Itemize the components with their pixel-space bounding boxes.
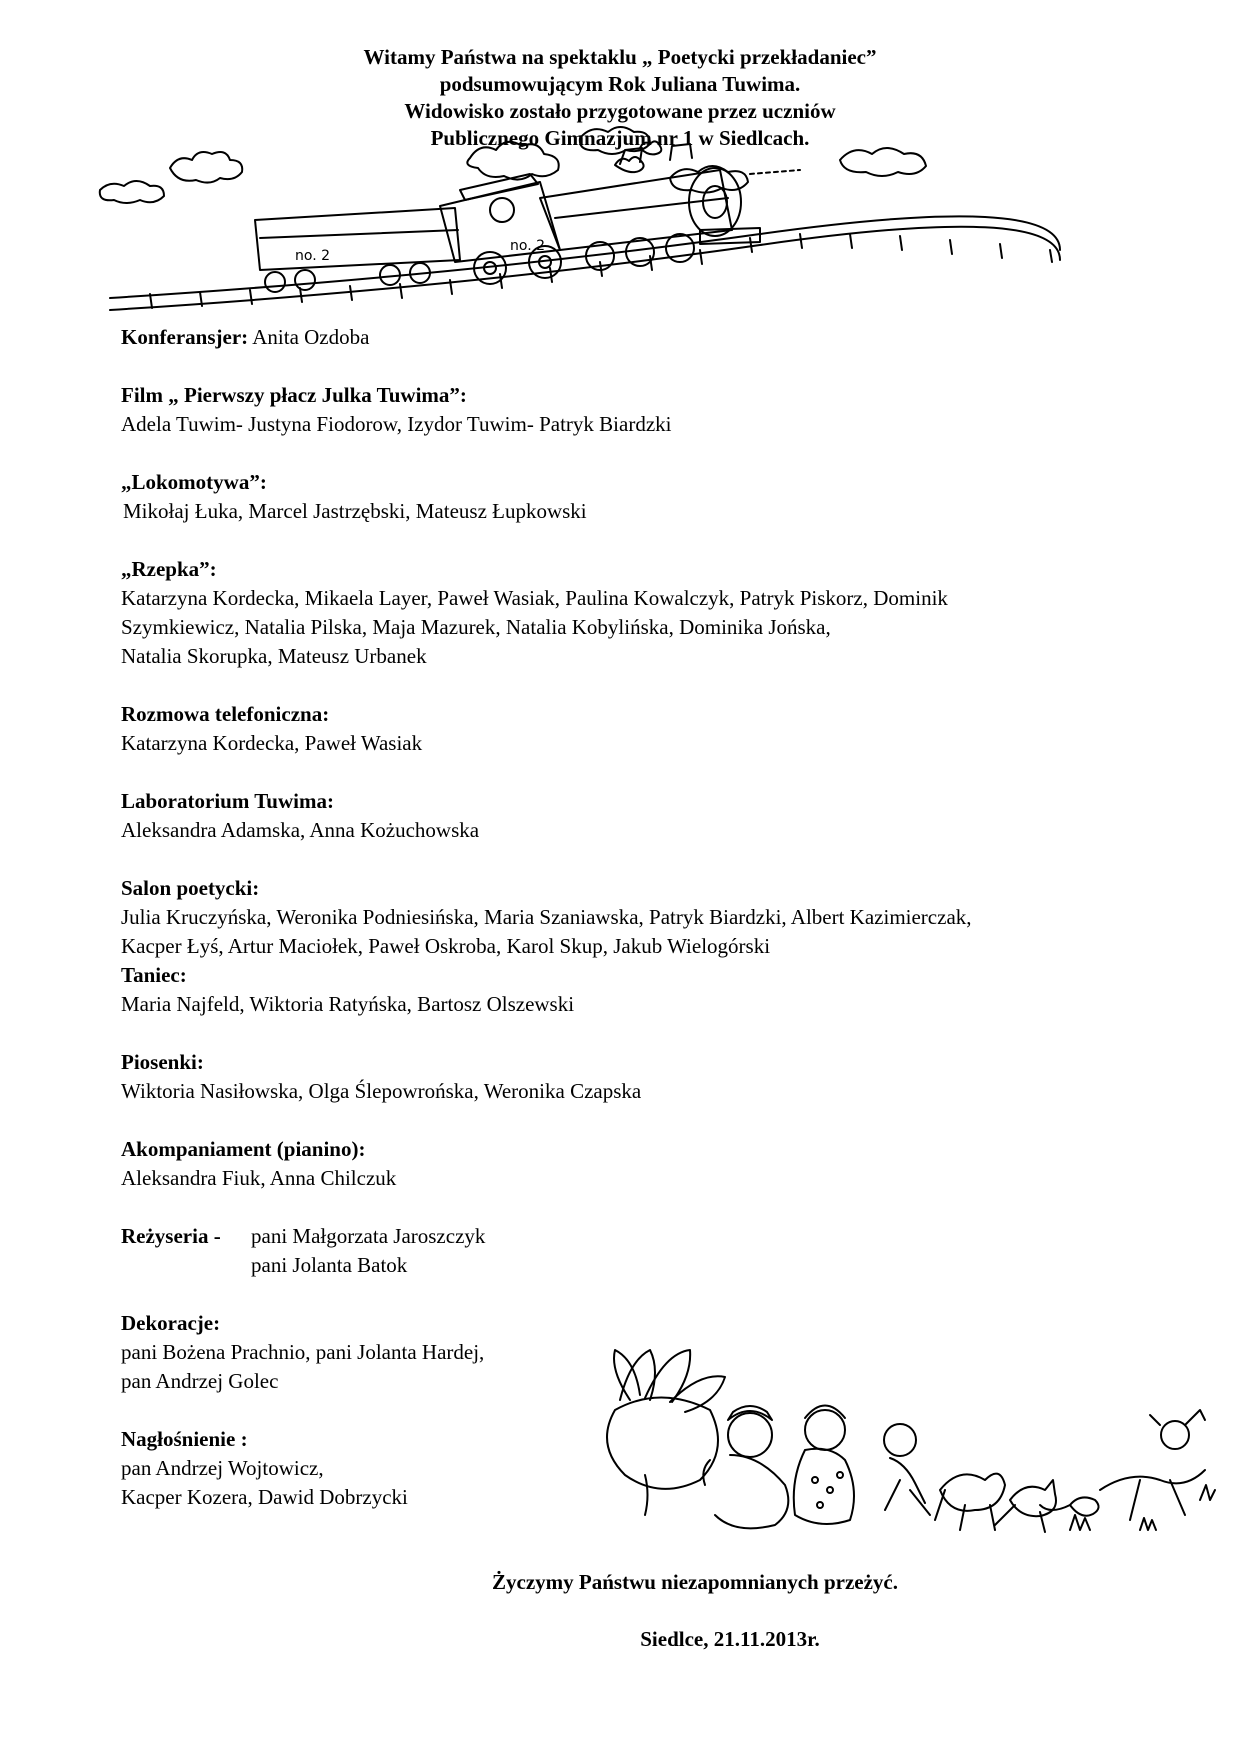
role-names: Katarzyna Kordecka, Paweł Wasiak <box>121 731 423 755</box>
role-label: Salon poetycki: <box>121 876 260 900</box>
role-label: Reżyseria - <box>121 1224 221 1248</box>
role-label: Rozmowa telefoniczna: <box>121 702 330 726</box>
header-line-2: podsumowującym Rok Juliana Tuwima. <box>439 72 801 96</box>
credit-konferansjer <box>121 323 1161 352</box>
closing-wish: Życzymy Państwu niezapomnianych przeżyć. <box>492 1570 898 1594</box>
credit-piosenki <box>121 1048 1161 1106</box>
credit-lokomotywa <box>121 468 1161 526</box>
role-names: Adela Tuwim- Justyna Fiodorow, Izydor Tuwim- Patryk Biardzki <box>121 412 672 436</box>
header-line-1: Witamy Państwa na spektaklu „ Poetycki przekładaniec” <box>363 45 877 69</box>
role-label: Taniec: <box>121 963 187 987</box>
credit-salon-poetycki <box>121 874 1161 961</box>
credit-taniec <box>121 961 1161 1019</box>
role-names: Aleksandra Fiuk, Anna Chilczuk <box>121 1166 397 1190</box>
role-label: „Lokomotywa”: <box>121 470 267 494</box>
credit-film <box>121 381 1161 439</box>
header-line-4: Publicznego Gimnazjum nr 1 w Siedlcach. <box>430 126 810 150</box>
credit-rozmowa-telefoniczna <box>121 700 1161 758</box>
role-names-line: Kacper Kozera, Dawid Dobrzycki <box>121 1485 408 1509</box>
role-label: Laboratorium Tuwima: <box>121 789 334 813</box>
locomotive-plate: no. 2 <box>510 238 545 254</box>
header-line-3: Widowisko zostało przygotowane przez uczniów <box>404 99 836 123</box>
place-date: Siedlce, 21.11.2013r. <box>640 1627 820 1651</box>
role-label: Nagłośnienie : <box>121 1427 248 1451</box>
role-names-line: Julia Kruczyńska, Weronika Podniesińska, Maria Szaniawska, Patryk Biardzki, Albert Kazimierczak, <box>121 905 972 929</box>
role-names-line: Katarzyna Kordecka, Mikaela Layer, Paweł Wasiak, Paulina Kowalczyk, Patryk Piskorz, Dominik <box>121 586 948 610</box>
role-label: Akompaniament (pianino): <box>121 1137 366 1161</box>
role-label: Piosenki: <box>121 1050 204 1074</box>
role-names-line: pani Małgorzata Jaroszczyk <box>251 1224 486 1248</box>
role-names: Aleksandra Adamska, Anna Kożuchowska <box>121 818 480 842</box>
role-names-line: Szymkiewicz, Natalia Pilska, Maja Mazurek, Natalia Kobylińska, Dominika Jońska, <box>121 615 831 639</box>
role-names-line: Kacper Łyś, Artur Maciołek, Paweł Oskroba, Karol Skup, Jakub Wielogórski <box>121 934 771 958</box>
role-names: Mikołaj Łuka, Marcel Jastrzębski, Mateusz Łupkowski <box>123 499 587 523</box>
role-names: Anita Ozdoba <box>252 325 370 349</box>
role-names-line: pan Andrzej Wojtowicz, <box>121 1456 324 1480</box>
role-label: Film „ Pierwszy płacz Julka Tuwima”: <box>121 383 467 407</box>
role-names: Wiktoria Nasiłowska, Olga Ślepowrońska, Weronika Czapska <box>121 1079 642 1103</box>
credit-rezyseria <box>121 1222 1161 1280</box>
role-names: Maria Najfeld, Wiktoria Ratyńska, Bartosz Olszewski <box>121 992 575 1016</box>
role-names-line: pani Bożena Prachnio, pani Jolanta Hardej, <box>121 1340 485 1364</box>
program-header <box>0 44 1240 152</box>
role-label: „Rzepka”: <box>121 557 217 581</box>
role-names-line: pani Jolanta Batok <box>251 1253 408 1277</box>
turnip-story-drawing-icon <box>600 1340 1220 1540</box>
role-label: Konferansjer: <box>121 325 249 349</box>
role-names-line: Natalia Skorupka, Mateusz Urbanek <box>121 644 427 668</box>
wagon-plate: no. 2 <box>295 248 330 264</box>
role-names-line: pan Andrzej Golec <box>121 1369 279 1393</box>
credit-akompaniament <box>121 1135 1161 1193</box>
credit-rzepka <box>121 555 1161 671</box>
credit-laboratorium <box>121 787 1161 845</box>
role-label: Dekoracje: <box>121 1311 221 1335</box>
